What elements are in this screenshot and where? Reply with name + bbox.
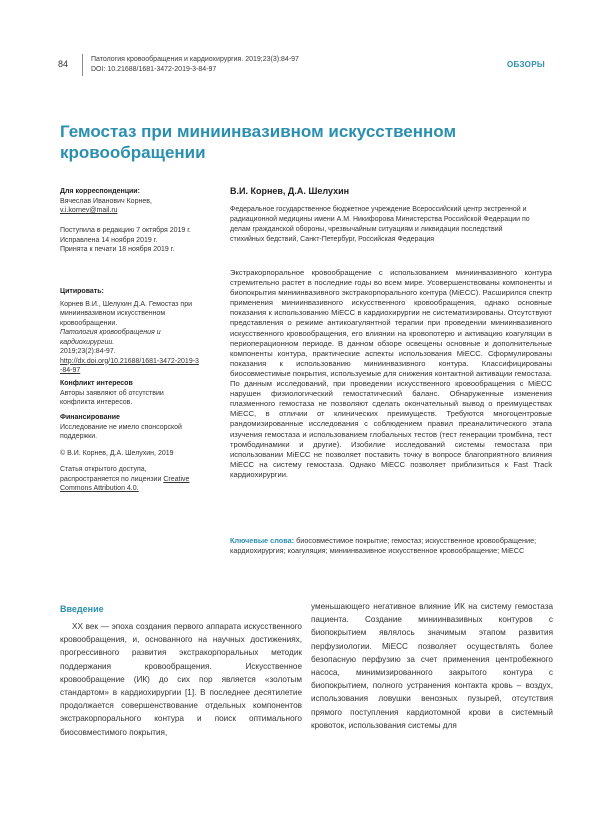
citation-label: Цитировать:	[60, 288, 104, 295]
journal-citation: Патология кровообращения и кардиохирургия. 2019;23(3):84-97	[91, 56, 299, 63]
body-column-2: уменьшающего негативное влияние ИК на систему гемостаза пациента. Создание миниинвазивных контуров с биопокрытием являлось значимым этапом развития перфузиологии. MiECC позволяет осуществлять более безопасную перфузию за счет применения центробежного насоса, минимизированного закрытого контура с биопокрытием, полного устранения контакта кровь – воздух, использования ловушки венозных пузырей, отсутствия прямого поступления кардиотомной крови в системный кровоток, использования системы для	[311, 602, 553, 730]
citation-doi-link[interactable]: http://dx.doi.org/10.21688/1681-3472-2019-3-84-97	[60, 357, 199, 374]
header-divider	[82, 54, 83, 76]
correspondence-email[interactable]: v.i.kornev@mail.ru	[60, 207, 118, 214]
citation-ref: 2019;23(2):84-97.	[60, 348, 116, 355]
accepted-date: Принята к печати 18 ноября 2019 г.	[60, 246, 175, 253]
intro-heading: Введение	[60, 604, 104, 614]
citation-block	[60, 287, 200, 376]
journal-doi: DOI: 10.21688/1681-3472-2019-3-84-97	[91, 66, 217, 73]
revised-date: Исправлена 14 ноября 2019 г.	[60, 236, 158, 244]
correspondence-label: Для корреспонденции:	[60, 188, 140, 195]
article-abstract: Экстракорпоральное кровообращение с использованием миниинвазивного контура стремительно растет в последние годы во всем мире. Усовершенствованы компоненты и биопокрытия миниинвазивного экстракорпорального контура (MiECC). Расширился спектр применения миниинвазивного искусственного кровообращения, однако основные показания к использованию MiECC в кардиохирургии не систематизированы. Отсутствуют представления о режиме антикоагулянтной терапии при проведении миниинвазивного искусственного кровообращения, его влиянии на кровопотерю и активацию коагуляции в периоперационном периоде. В данном обзоре освещены основные и дополнительные компоненты контура, практические аспекты использования MiECC. Сформулированы показания к использованию миниинвазивного контура. Классифицированы биосовместимые покрытия, используемые для снижения контактной активации гемостаза. По данным исследований, при проведении искусственного кровообращения с MiECC нарушен физиологический гемостатический баланс. Обнаруженные изменения плазменного гемостаза не позволяют сделать окончательный вывод о преимуществах MiECC, в отличии от клинических преимуществ. Требуются многоцентровые рандомизированные исследования с соблюдением правил преаналитического этапа изучения гемостаза и использованием глобальных тестов (тест генерации тромбина, тест тромбодинамики и другие). Изобилие исследований системы гемостаза при использовании MiECC не позволяет поставить точку в вопросе благоприятного влияния MiECC на систему гемостаза. Однако MiECC позволяет приблизиться к Fast Track кардиохирургии.	[230, 268, 552, 479]
page-number: 84	[58, 59, 69, 69]
funding-block	[60, 413, 200, 442]
correspondence-name: Вячеслав Иванович Корнев,	[60, 197, 152, 205]
article-affiliation: Федеральное государственное бюджетное учреждение Всероссийский центр экстренной и радиационной медицины имени А.М. Никифорова Министерства Российской Федерации по делам гражданской обороны, чрезвычайным ситуациям и ликвидации последствий стихийных бедствий, Санкт-Петербург, Российская Федерация	[230, 206, 530, 243]
keywords	[230, 536, 552, 556]
funding-text: Исследование не имело спонсорской поддержки.	[60, 423, 182, 440]
received-date: Поступила в редакцию 7 октября 2019 г.	[60, 227, 191, 234]
license-text: Статья открытого доступа, распространяется по лицензии	[60, 466, 162, 483]
conflict-block	[60, 379, 200, 408]
correspondence-block	[60, 187, 200, 216]
body-column-1: XX век — эпоха создания первого аппарата искусственного кровообращения, и, основанного на научных достижениях, прогрессивного развития экстракорпоральных методик поддержания кровообращения. Искусственное кровообращение (ИК) до сих пор является «золотым стандартом» в кардиохирургии [1]. В последнее десятилетие продолжается совершенствование отдельных компонентов экстракорпорального контура и поиск оптимального биосовместимого покрытия,	[60, 622, 302, 737]
copyright: © В.И. Корнев, Д.А. Шелухин, 2019	[60, 450, 174, 457]
conflict-label: Конфликт интересов	[60, 380, 133, 387]
citation-text: Корнев В.И., Шелухин Д.А. Гемостаз при миниинвазивном искусственном кровообращении.	[60, 300, 193, 327]
article-authors: В.И. Корнев, Д.А. Шелухин	[230, 186, 350, 196]
section-label: ОБЗОРЫ	[507, 60, 545, 69]
conflict-text: Авторы заявляют об отсутствии конфликта интересов.	[60, 389, 164, 406]
keywords-text: биосовместимое покрытие; гемостаз; искусственное кровообращение; кардиохирургия; коагуляция; миниинвазивное искусственное кровообращение; MiECC	[230, 536, 537, 555]
article-title: Гемостаз при миниинвазивном искусственном кровообращении	[60, 122, 457, 162]
citation-journal: Патология кровообращения и кардиохирургии.	[60, 329, 161, 346]
keywords-label: Ключевые слова:	[230, 536, 295, 545]
journal-header	[91, 55, 299, 75]
license-link[interactable]: Creative Commons Attribution 4.0.	[60, 475, 190, 492]
dates-block	[60, 226, 200, 255]
license-block	[60, 465, 200, 494]
funding-label: Финансирование	[60, 414, 120, 421]
